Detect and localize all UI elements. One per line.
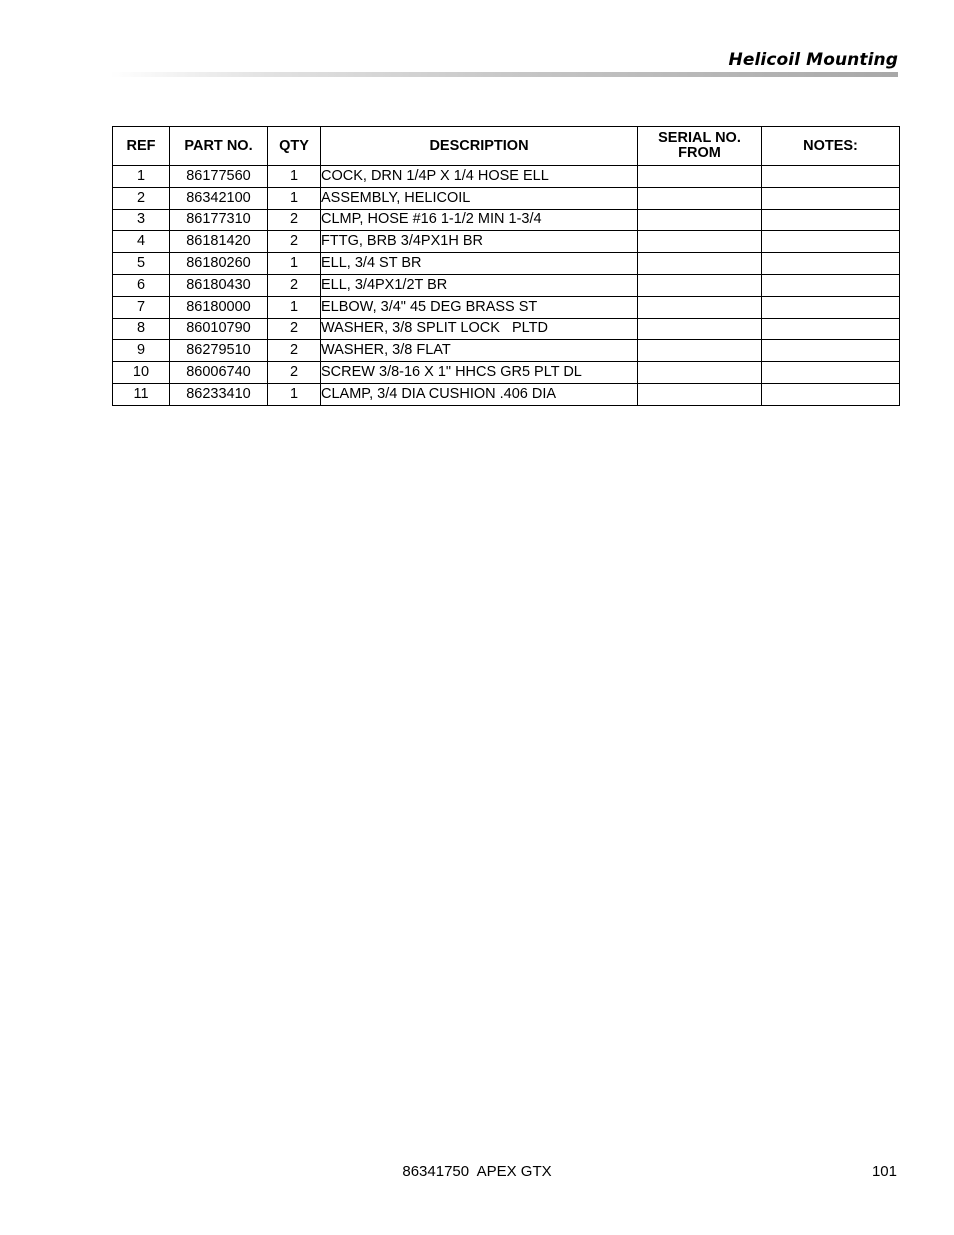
cell-description: CLMP, HOSE #16 1-1/2 MIN 1-3/4 <box>321 209 638 231</box>
cell-qty: 2 <box>268 231 321 253</box>
cell-qty: 1 <box>268 166 321 188</box>
cell-ref: 10 <box>113 362 170 384</box>
table-row <box>113 166 900 188</box>
cell-part-no: 86279510 <box>170 340 268 362</box>
serial-header-line2: FROM <box>678 145 721 161</box>
cell-part-no: 86180260 <box>170 253 268 275</box>
cell-ref: 4 <box>113 231 170 253</box>
cell-part-no: 86181420 <box>170 231 268 253</box>
cell-serial-from <box>638 340 762 362</box>
table-row <box>113 296 900 318</box>
cell-serial-from <box>638 274 762 296</box>
cell-part-no: 86180430 <box>170 274 268 296</box>
cell-serial-from <box>638 231 762 253</box>
table-row <box>113 318 900 340</box>
cell-serial-from <box>638 209 762 231</box>
cell-part-no: 86177560 <box>170 166 268 188</box>
column-header-part-no: PART NO. <box>170 127 268 166</box>
column-header-description: DESCRIPTION <box>321 127 638 166</box>
footer-page-number: 101 <box>871 1163 897 1180</box>
cell-ref: 3 <box>113 209 170 231</box>
cell-qty: 1 <box>268 383 321 405</box>
cell-ref: 11 <box>113 383 170 405</box>
cell-serial-from <box>638 296 762 318</box>
cell-ref: 8 <box>113 318 170 340</box>
cell-part-no: 86010790 <box>170 318 268 340</box>
cell-qty: 1 <box>268 187 321 209</box>
cell-qty: 1 <box>268 296 321 318</box>
cell-ref: 7 <box>113 296 170 318</box>
cell-notes <box>762 187 900 209</box>
parts-table <box>112 126 900 406</box>
cell-notes <box>762 383 900 405</box>
cell-description: SCREW 3/8-16 X 1" HHCS GR5 PLT DL <box>321 362 638 384</box>
table-row <box>113 340 900 362</box>
cell-qty: 2 <box>268 318 321 340</box>
cell-part-no: 86180000 <box>170 296 268 318</box>
cell-notes <box>762 253 900 275</box>
cell-notes <box>762 340 900 362</box>
serial-header-line1: SERIAL NO. <box>658 130 741 146</box>
cell-notes <box>762 166 900 188</box>
table-row <box>113 231 900 253</box>
table-row <box>113 274 900 296</box>
cell-description: WASHER, 3/8 SPLIT LOCK PLTD <box>321 318 638 340</box>
cell-notes <box>762 318 900 340</box>
cell-part-no: 86342100 <box>170 187 268 209</box>
column-header-ref: REF <box>113 127 170 166</box>
cell-description: WASHER, 3/8 FLAT <box>321 340 638 362</box>
cell-part-no: 86006740 <box>170 362 268 384</box>
column-header-serial-no-from <box>638 127 762 166</box>
page-title: Helicoil Mounting <box>728 50 898 70</box>
cell-notes <box>762 209 900 231</box>
column-header-notes: NOTES: <box>762 127 900 166</box>
cell-qty: 2 <box>268 209 321 231</box>
column-header-qty: QTY <box>268 127 321 166</box>
footer-doc-id: 86341750 APEX GTX <box>402 1163 552 1180</box>
cell-description: ELBOW, 3/4" 45 DEG BRASS ST <box>321 296 638 318</box>
cell-notes <box>762 274 900 296</box>
cell-qty: 2 <box>268 362 321 384</box>
cell-qty: 2 <box>268 340 321 362</box>
table-row <box>113 253 900 275</box>
cell-qty: 2 <box>268 274 321 296</box>
cell-notes <box>762 296 900 318</box>
cell-description: ASSEMBLY, HELICOIL <box>321 187 638 209</box>
cell-description: ELL, 3/4PX1/2T BR <box>321 274 638 296</box>
cell-ref: 5 <box>113 253 170 275</box>
cell-part-no: 86177310 <box>170 209 268 231</box>
cell-ref: 2 <box>113 187 170 209</box>
cell-serial-from <box>638 253 762 275</box>
cell-description: FTTG, BRB 3/4PX1H BR <box>321 231 638 253</box>
table-row <box>113 383 900 405</box>
cell-description: CLAMP, 3/4 DIA CUSHION .406 DIA <box>321 383 638 405</box>
cell-serial-from <box>638 187 762 209</box>
cell-description: COCK, DRN 1/4P X 1/4 HOSE ELL <box>321 166 638 188</box>
cell-part-no: 86233410 <box>170 383 268 405</box>
table-row <box>113 187 900 209</box>
table-row <box>113 209 900 231</box>
cell-ref: 9 <box>113 340 170 362</box>
cell-ref: 1 <box>113 166 170 188</box>
cell-serial-from <box>638 383 762 405</box>
header-rule <box>110 72 898 77</box>
cell-qty: 1 <box>268 253 321 275</box>
cell-notes <box>762 362 900 384</box>
cell-serial-from <box>638 318 762 340</box>
cell-description: ELL, 3/4 ST BR <box>321 253 638 275</box>
cell-serial-from <box>638 166 762 188</box>
table-header-row <box>113 127 900 166</box>
cell-notes <box>762 231 900 253</box>
cell-ref: 6 <box>113 274 170 296</box>
cell-serial-from <box>638 362 762 384</box>
table-row <box>113 362 900 384</box>
